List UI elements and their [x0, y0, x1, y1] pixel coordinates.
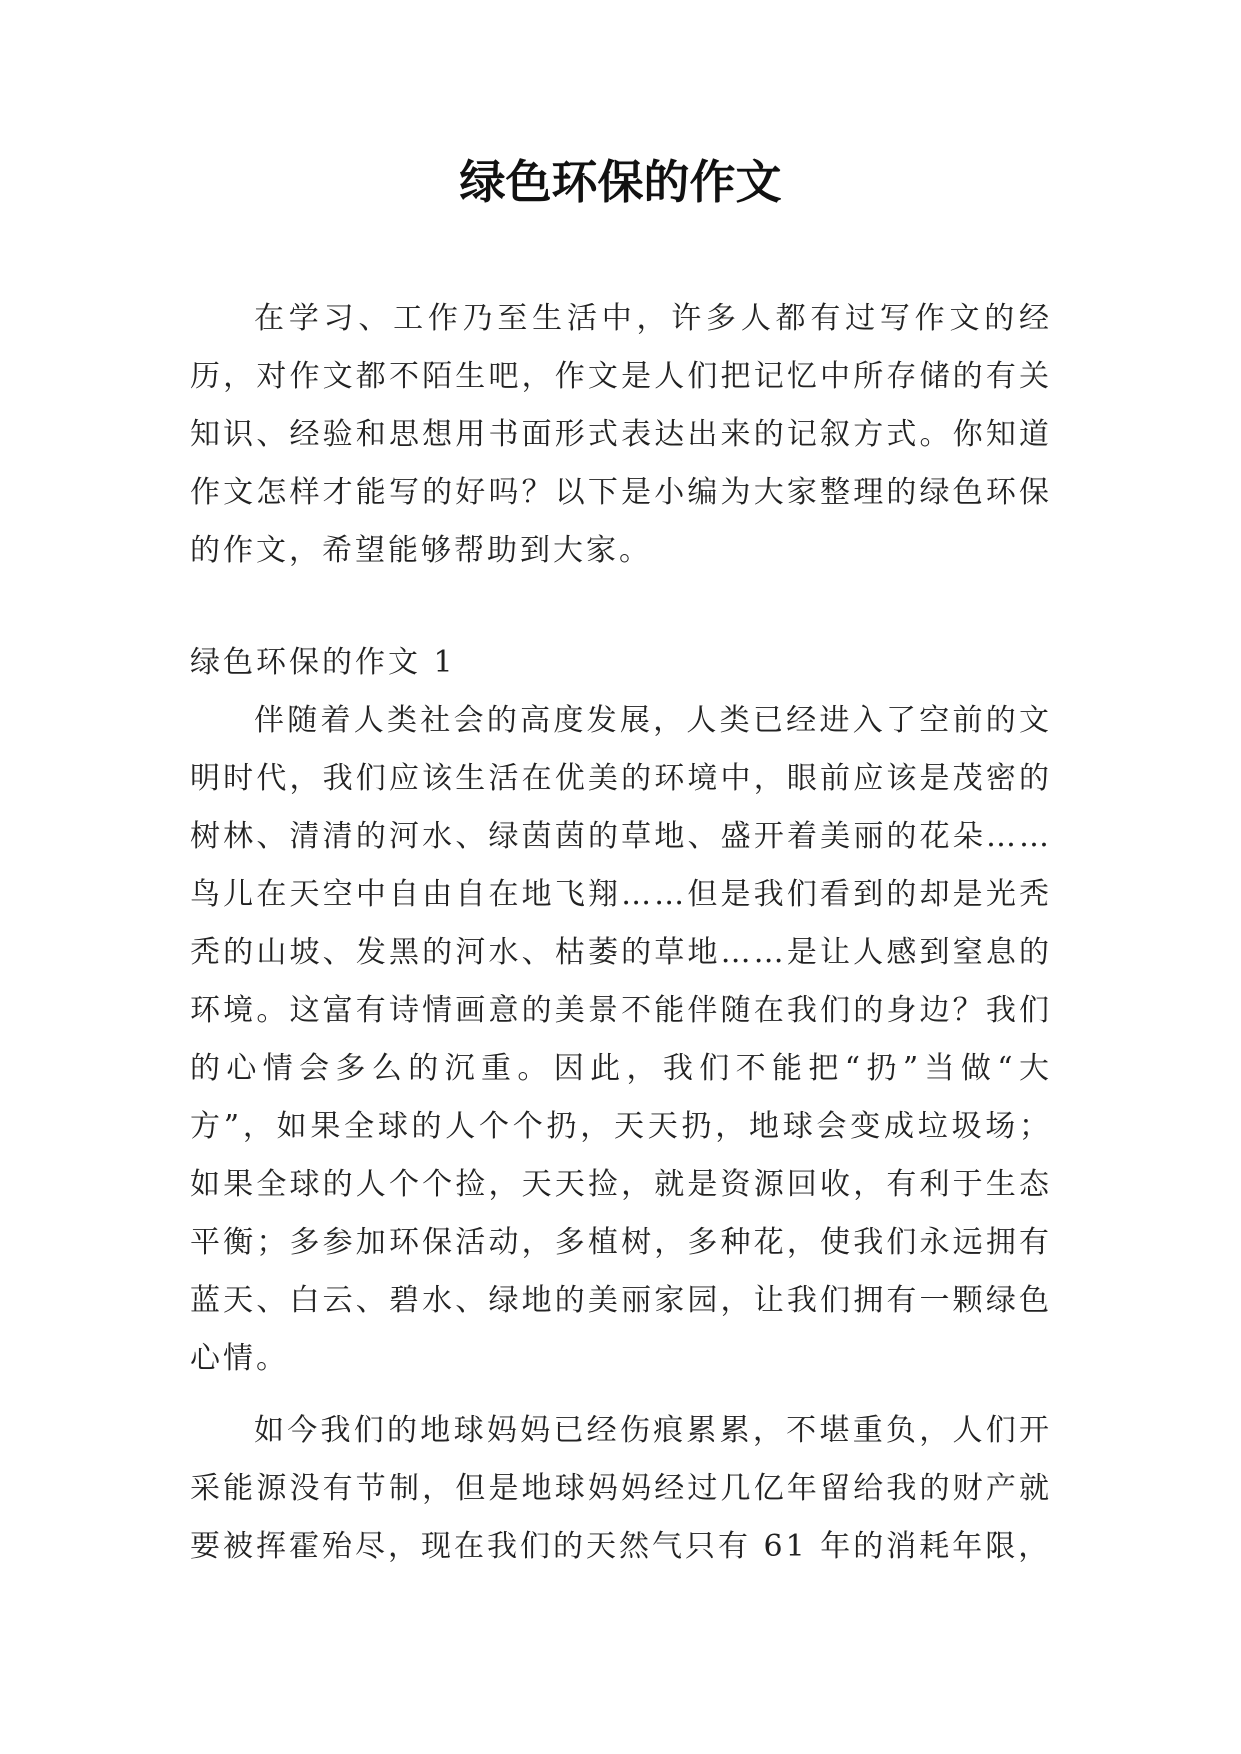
section-heading: 绿色环保的作文 1: [190, 645, 456, 680]
body-paragraph-1: 伴随着人类社会的高度发展，人类已经进入了空前的文明时代，我们应该生活在优美的环境中，眼前应该是茂密的树林、清清的河水、绿茵茵的草地、盛开着美丽的花朵……鸟儿在天空中自由自在地飞翔……但是我们看到的却是光秃秃的山坡、发黑的河水、枯萎的草地……是让人感到窒息的环境。这富有诗情画意的美景不能伴随在我们的身边？我们的心情会多么的沉重。因此，我们不能把“扔”当做“大方”，如果全球的人个个扔，天天扔，地球会变成垃圾场；如果全球的人个个捡，天天捡，就是资源回收，有利于生态平衡；多参加环保活动，多植树，多种花，使我们永远拥有蓝天、白云、碧水、绿地的美丽家园，让我们拥有一颗绿色心情。: [190, 703, 1052, 1376]
intro-paragraph: 在学习、工作乃至生活中，许多人都有过写作文的经历，对作文都不陌生吧，作文是人们把记忆中所存储的有关知识、经验和思想用书面形式表达出来的记叙方式。你知道作文怎样才能写的好吗？以下是小编为大家整理的绿色环保的作文，希望能够帮助到大家。: [190, 301, 1052, 568]
document-title: 绿色环保的作文: [459, 155, 782, 209]
body-paragraph-2: 如今我们的地球妈妈已经伤痕累累，不堪重负，人们开采能源没有节制，但是地球妈妈经过几亿年留给我的财产就要被挥霍殆尽，现在我们的天然气只有 61 年的消耗年限，: [190, 1413, 1052, 1564]
